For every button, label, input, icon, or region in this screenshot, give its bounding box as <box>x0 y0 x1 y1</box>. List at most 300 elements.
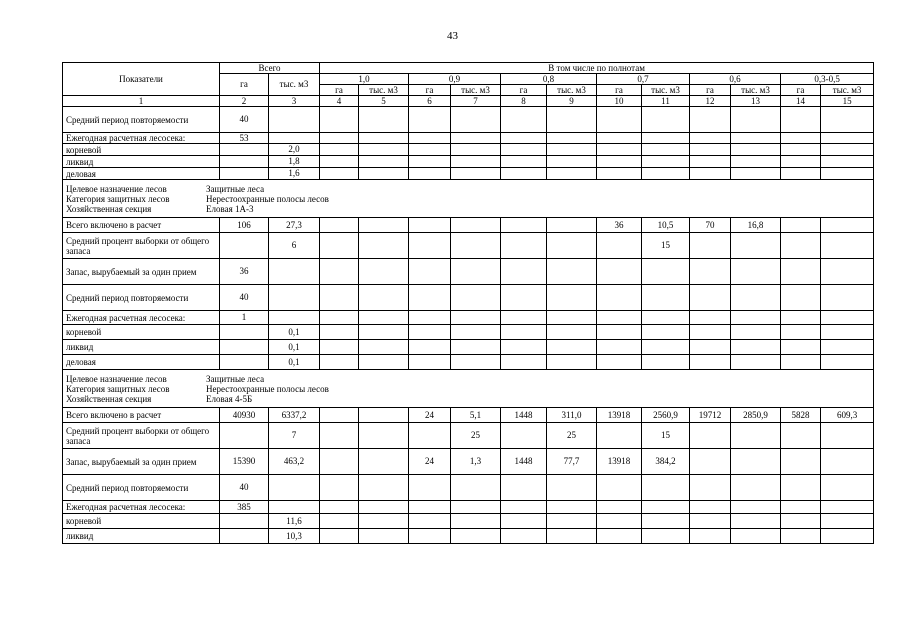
table-cell <box>359 340 409 355</box>
table-cell <box>320 156 359 168</box>
table-body <box>63 107 874 544</box>
row-label: Средний период повторяемости <box>63 107 220 133</box>
table-row <box>63 156 874 168</box>
row-label: Средний период повторяемости <box>63 285 220 311</box>
table-cell <box>597 514 642 529</box>
table-cell <box>451 168 501 180</box>
table-cell <box>547 218 597 233</box>
table-cell <box>547 259 597 285</box>
table-row <box>63 355 874 370</box>
table-cell <box>501 144 547 156</box>
table-cell: 70 <box>690 218 731 233</box>
table-cell <box>451 514 501 529</box>
header-total: Всего <box>220 63 320 74</box>
row-label: Средний процент выборки от общего запаса <box>63 233 220 259</box>
table-cell <box>501 529 547 544</box>
table-cell <box>642 475 690 501</box>
table-cell <box>690 514 731 529</box>
table-cell <box>320 233 359 259</box>
table-cell: 1448 <box>501 449 547 475</box>
column-number: 11 <box>642 96 690 107</box>
table-cell <box>409 144 451 156</box>
row-label: Средний период повторяемости <box>63 475 220 501</box>
row-label: Ежегодная расчетная лесосека: <box>63 133 220 144</box>
table-cell: 384,2 <box>642 449 690 475</box>
header-total-ha: га <box>220 74 269 96</box>
column-number: 1 <box>63 96 220 107</box>
page-number: 43 <box>447 30 458 42</box>
table-cell <box>501 259 547 285</box>
table-cell: 6 <box>269 233 320 259</box>
table-cell: 1,8 <box>269 156 320 168</box>
table-cell <box>359 501 409 514</box>
table-cell <box>597 355 642 370</box>
table-row <box>63 529 874 544</box>
table-cell <box>690 285 731 311</box>
table-cell <box>597 311 642 325</box>
table-row <box>63 340 874 355</box>
table-cell <box>731 514 781 529</box>
table-cell <box>451 529 501 544</box>
table-cell <box>501 514 547 529</box>
table-row <box>63 259 874 285</box>
column-number: 12 <box>690 96 731 107</box>
table-cell <box>821 340 874 355</box>
table-cell: 1,3 <box>451 449 501 475</box>
table-cell <box>781 144 821 156</box>
table-cell <box>821 133 874 144</box>
table-cell <box>320 449 359 475</box>
table-cell: 40 <box>220 107 269 133</box>
column-number: 2 <box>220 96 269 107</box>
table-row <box>63 233 874 259</box>
table-cell <box>690 475 731 501</box>
table-cell <box>320 259 359 285</box>
table-cell <box>821 144 874 156</box>
table-cell <box>451 340 501 355</box>
table-cell <box>547 325 597 340</box>
column-number: 3 <box>269 96 320 107</box>
table-cell <box>547 233 597 259</box>
table-cell <box>359 156 409 168</box>
table-cell <box>320 355 359 370</box>
table-row <box>63 144 874 156</box>
table-cell: 16,8 <box>731 218 781 233</box>
table-cell <box>320 529 359 544</box>
table-cell <box>821 423 874 449</box>
table-cell <box>451 325 501 340</box>
header-unit: га <box>690 85 731 96</box>
table-cell <box>547 311 597 325</box>
table-cell <box>781 514 821 529</box>
table-cell <box>269 133 320 144</box>
table-cell <box>320 218 359 233</box>
header-unit: тыс. м3 <box>642 85 690 96</box>
table-cell: 36 <box>220 259 269 285</box>
table-cell <box>821 156 874 168</box>
table-row <box>63 501 874 514</box>
table-cell <box>642 501 690 514</box>
table-cell <box>320 311 359 325</box>
table-cell <box>409 423 451 449</box>
table-row <box>63 218 874 233</box>
table-cell: 19712 <box>690 408 731 423</box>
section-info-key: Целевое назначение лесов <box>66 373 167 384</box>
table-cell: 10,3 <box>269 529 320 544</box>
header-unit: тыс. м3 <box>821 85 874 96</box>
header-density: 0,6 <box>690 74 781 85</box>
header-total-vol: тыс. м3 <box>269 74 320 96</box>
table-cell <box>501 156 547 168</box>
header-unit: тыс. м3 <box>731 85 781 96</box>
table-cell <box>731 449 781 475</box>
section-info-value: Еловая 4-5Б <box>206 393 253 404</box>
table-cell <box>690 107 731 133</box>
section-info-key: Категория защитных лесов <box>66 193 170 204</box>
table-cell <box>642 529 690 544</box>
table-cell <box>781 133 821 144</box>
column-number: 10 <box>597 96 642 107</box>
table-cell <box>409 475 451 501</box>
section-info-cell <box>63 370 874 408</box>
table-cell <box>359 144 409 156</box>
table-cell <box>821 168 874 180</box>
allowable-cut-table <box>62 62 874 544</box>
table-cell <box>781 311 821 325</box>
row-label: Средний процент выборки от общего запаса <box>63 423 220 449</box>
column-number: 5 <box>359 96 409 107</box>
table-cell <box>409 156 451 168</box>
table-cell <box>731 340 781 355</box>
header-by-density: В том числе по полнотам <box>320 63 874 74</box>
table-cell <box>409 529 451 544</box>
table-cell <box>597 168 642 180</box>
table-cell <box>220 514 269 529</box>
row-label: Ежегодная расчетная лесосека: <box>63 501 220 514</box>
table-cell: 106 <box>220 218 269 233</box>
table-cell <box>451 285 501 311</box>
table-row <box>63 475 874 501</box>
table-cell <box>320 408 359 423</box>
table-cell <box>597 285 642 311</box>
column-number: 13 <box>731 96 781 107</box>
table-cell <box>359 168 409 180</box>
table-cell <box>220 340 269 355</box>
table-cell <box>547 529 597 544</box>
table-cell <box>359 107 409 133</box>
table-cell <box>220 529 269 544</box>
header-density: 0,9 <box>409 74 501 85</box>
table-cell <box>821 311 874 325</box>
table-cell <box>269 285 320 311</box>
table-cell <box>731 423 781 449</box>
table-cell <box>409 285 451 311</box>
table-cell <box>597 144 642 156</box>
table-cell <box>597 501 642 514</box>
table-cell <box>781 259 821 285</box>
table-cell <box>359 311 409 325</box>
section-info-key: Целевое назначение лесов <box>66 183 167 194</box>
table-cell <box>320 168 359 180</box>
table-cell <box>597 156 642 168</box>
table-cell <box>451 475 501 501</box>
table-cell <box>781 355 821 370</box>
table-cell <box>731 168 781 180</box>
table-cell <box>501 233 547 259</box>
row-label: деловая <box>63 168 220 180</box>
table-row <box>63 285 874 311</box>
table-cell: 2,0 <box>269 144 320 156</box>
table-cell <box>501 423 547 449</box>
table-cell <box>690 133 731 144</box>
table-cell <box>359 218 409 233</box>
table-cell: 385 <box>220 501 269 514</box>
table-cell <box>731 475 781 501</box>
table-cell <box>690 529 731 544</box>
table-cell <box>269 475 320 501</box>
table-cell: 1,6 <box>269 168 320 180</box>
table-cell <box>731 325 781 340</box>
section-info <box>63 373 873 405</box>
table-cell <box>781 218 821 233</box>
table-cell <box>731 233 781 259</box>
table-cell <box>821 355 874 370</box>
header-unit: га <box>597 85 642 96</box>
table-cell <box>690 325 731 340</box>
row-label: Всего включено в расчет <box>63 218 220 233</box>
table-cell <box>547 514 597 529</box>
table-cell <box>320 340 359 355</box>
table-cell <box>409 311 451 325</box>
table-cell <box>642 325 690 340</box>
table-cell <box>220 233 269 259</box>
table-cell <box>690 311 731 325</box>
table-cell <box>220 423 269 449</box>
table-cell <box>409 107 451 133</box>
table-cell <box>731 133 781 144</box>
table-cell <box>269 259 320 285</box>
column-number: 7 <box>451 96 501 107</box>
table-row <box>63 107 874 133</box>
table-cell <box>690 423 731 449</box>
column-number: 15 <box>821 96 874 107</box>
table-cell: 40930 <box>220 408 269 423</box>
table-cell <box>781 156 821 168</box>
table-cell: 6337,2 <box>269 408 320 423</box>
table-row <box>63 514 874 529</box>
table-cell <box>547 355 597 370</box>
row-label: Ежегодная расчетная лесосека: <box>63 311 220 325</box>
table-row <box>63 423 874 449</box>
header-density: 0,3-0,5 <box>781 74 874 85</box>
table-cell <box>642 311 690 325</box>
table-cell <box>821 501 874 514</box>
table-cell <box>501 501 547 514</box>
column-number: 4 <box>320 96 359 107</box>
table-cell <box>501 133 547 144</box>
table-cell <box>821 529 874 544</box>
table-row <box>63 408 874 423</box>
table-cell <box>690 168 731 180</box>
table-cell <box>642 107 690 133</box>
table-cell <box>359 285 409 311</box>
table-cell <box>597 529 642 544</box>
table-cell <box>320 325 359 340</box>
table-cell: 5,1 <box>451 408 501 423</box>
table-cell <box>821 233 874 259</box>
table-cell <box>359 259 409 285</box>
table-cell <box>409 340 451 355</box>
table-cell: 13918 <box>597 408 642 423</box>
table-cell <box>781 325 821 340</box>
table-cell <box>451 218 501 233</box>
column-number: 9 <box>547 96 597 107</box>
table-cell <box>501 285 547 311</box>
table-cell <box>547 107 597 133</box>
section-info-row <box>63 180 874 218</box>
table-cell: 77,7 <box>547 449 597 475</box>
table-cell <box>451 355 501 370</box>
table-cell <box>731 285 781 311</box>
table-cell <box>359 423 409 449</box>
table-cell: 13918 <box>597 449 642 475</box>
table-cell <box>731 311 781 325</box>
table-cell <box>781 529 821 544</box>
table-cell <box>547 156 597 168</box>
table-cell <box>690 340 731 355</box>
row-label: Запас, вырубаемый за один прием <box>63 259 220 285</box>
table-cell <box>320 133 359 144</box>
table-cell <box>821 218 874 233</box>
table-cell <box>220 144 269 156</box>
table-cell <box>220 156 269 168</box>
row-label: ликвид <box>63 340 220 355</box>
table-cell <box>451 501 501 514</box>
section-info-key: Категория защитных лесов <box>66 383 170 394</box>
table-cell <box>409 168 451 180</box>
table-cell <box>731 501 781 514</box>
table-cell <box>359 355 409 370</box>
table-cell <box>501 218 547 233</box>
table-cell <box>359 529 409 544</box>
table-cell <box>359 325 409 340</box>
table-cell <box>220 325 269 340</box>
table-cell <box>597 423 642 449</box>
table-cell <box>501 355 547 370</box>
table-cell <box>451 107 501 133</box>
table-cell <box>690 259 731 285</box>
table-cell <box>320 475 359 501</box>
table-cell <box>781 423 821 449</box>
section-info-cell <box>63 180 874 218</box>
table-cell <box>320 144 359 156</box>
table-cell <box>597 325 642 340</box>
table-cell <box>220 355 269 370</box>
table-cell: 53 <box>220 133 269 144</box>
table-cell: 463,2 <box>269 449 320 475</box>
table-header <box>63 63 874 107</box>
table-cell <box>731 355 781 370</box>
header-density: 1,0 <box>320 74 409 85</box>
table-cell <box>821 107 874 133</box>
table-cell <box>642 259 690 285</box>
table-cell <box>547 340 597 355</box>
table-cell <box>409 218 451 233</box>
table-cell: 10,5 <box>642 218 690 233</box>
table-cell <box>409 501 451 514</box>
header-unit: га <box>501 85 547 96</box>
table-cell: 15 <box>642 233 690 259</box>
column-number: 6 <box>409 96 451 107</box>
table-cell <box>501 475 547 501</box>
table-cell <box>731 144 781 156</box>
table-cell <box>359 449 409 475</box>
table-row <box>63 311 874 325</box>
table-cell <box>731 529 781 544</box>
table-cell <box>451 233 501 259</box>
section-info <box>63 183 873 215</box>
table-cell: 25 <box>547 423 597 449</box>
table-cell <box>320 514 359 529</box>
table-cell: 36 <box>597 218 642 233</box>
table-cell <box>547 144 597 156</box>
table-cell <box>690 501 731 514</box>
table-cell <box>501 107 547 133</box>
table-cell: 24 <box>409 408 451 423</box>
table-cell <box>451 144 501 156</box>
table-cell <box>731 107 781 133</box>
table-cell <box>547 285 597 311</box>
table-cell <box>642 355 690 370</box>
table-cell: 25 <box>451 423 501 449</box>
table-cell <box>501 168 547 180</box>
row-label: корневой <box>63 144 220 156</box>
table-cell <box>409 233 451 259</box>
table-cell <box>642 514 690 529</box>
table-cell <box>690 233 731 259</box>
section-info-value: Нерестоохранные полосы лесов <box>206 193 329 204</box>
table-cell <box>781 501 821 514</box>
table-cell <box>597 107 642 133</box>
table-cell <box>501 311 547 325</box>
header-unit: тыс. м3 <box>359 85 409 96</box>
table-row <box>63 133 874 144</box>
section-info-value: Защитные леса <box>206 373 265 384</box>
table-cell: 1 <box>220 311 269 325</box>
table-cell <box>409 259 451 285</box>
table-cell: 0,1 <box>269 355 320 370</box>
table-row <box>63 168 874 180</box>
table-cell: 40 <box>220 285 269 311</box>
table-cell: 0,1 <box>269 325 320 340</box>
section-info-key: Хозяйственная секция <box>66 203 152 214</box>
table-cell <box>690 355 731 370</box>
header-indicators: Показатели <box>63 63 220 96</box>
table-cell <box>501 340 547 355</box>
header-density: 0,7 <box>597 74 690 85</box>
table-row <box>63 449 874 475</box>
row-label: Запас, вырубаемый за один прием <box>63 449 220 475</box>
table-cell <box>597 259 642 285</box>
table-cell: 2850,9 <box>731 408 781 423</box>
table-cell <box>642 340 690 355</box>
column-number: 14 <box>781 96 821 107</box>
table-cell <box>821 259 874 285</box>
row-label: корневой <box>63 325 220 340</box>
table-cell <box>359 133 409 144</box>
table-cell <box>359 408 409 423</box>
table-cell <box>320 285 359 311</box>
